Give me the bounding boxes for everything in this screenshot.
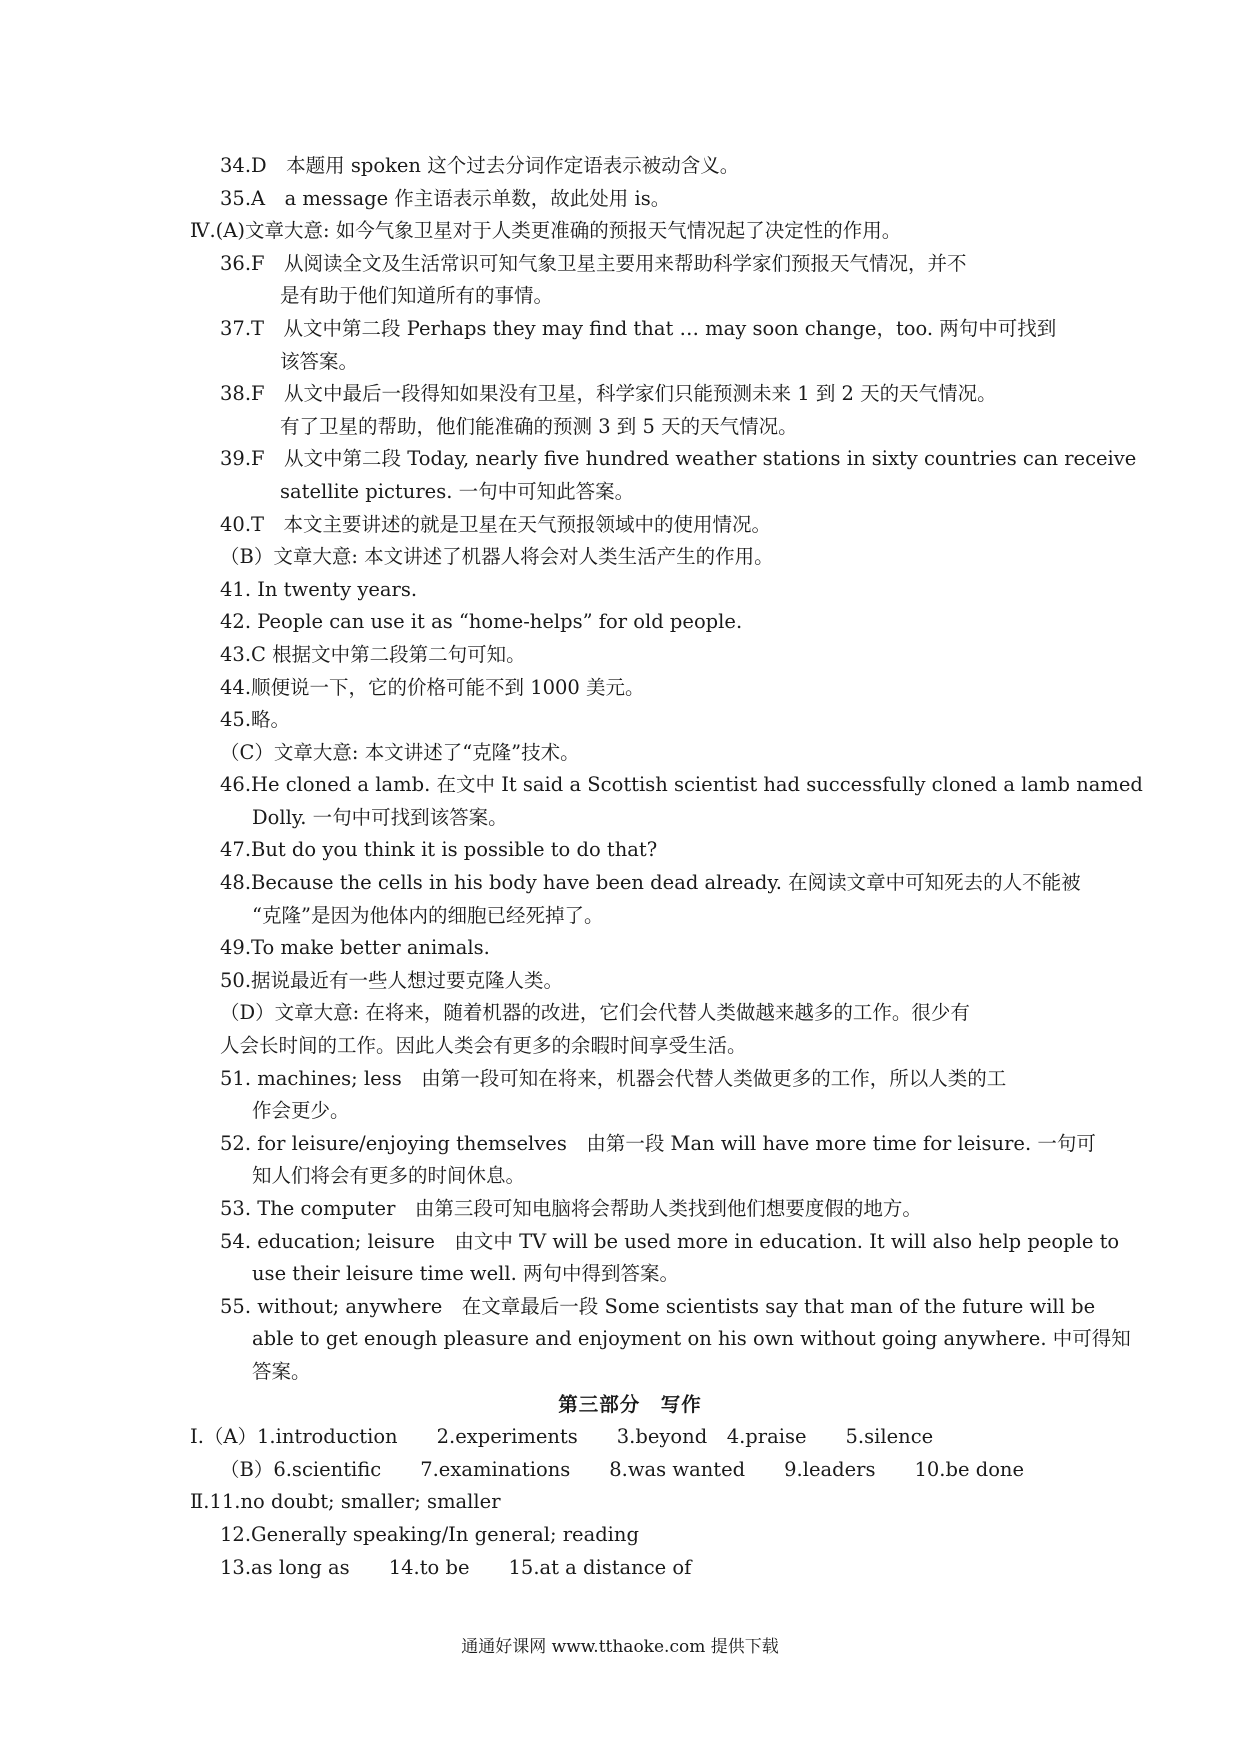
text-line: 42. People can use it as “home-helps” for old people.: [220, 610, 743, 634]
page-footer: 通通好课网 www.tthaoke.com 提供下载: [461, 1637, 779, 1657]
text-line: 40.T 本文主要讲述的就是卫星在天气预报领域中的使用情况。: [220, 512, 772, 536]
text-line: 43.C 根据文中第二段第二句可知。: [220, 642, 526, 666]
text-line: Ⅳ.(A)文章大意: 如今气象卫星对于人类更准确的预报天气情况起了决定性的作用。: [190, 219, 902, 243]
text-line: 知人们将会有更多的时间休息。: [252, 1164, 526, 1188]
text-line: 人会长时间的工作。因此人类会有更多的余暇时间享受生活。: [220, 1034, 747, 1058]
text-line: 44.顺便说一下，它的价格可能不到 1000 美元。: [220, 675, 645, 699]
text-line: （B）6.scientific 7.examinations 8.was wanted 9.leaders 10.be done: [220, 1457, 1025, 1481]
text-line: 35.A a message 作主语表示单数，故此处用 is。: [220, 186, 671, 210]
text-line: 55. without; anywhere 在文章最后一段 Some scientists say that man of the future will be: [220, 1294, 1096, 1318]
section-heading: 第三部分 写作: [558, 1392, 702, 1416]
text-line: 是有助于他们知道所有的事情。: [280, 284, 554, 308]
text-line: 有了卫星的帮助，他们能准确的预测 3 到 5 天的天气情况。: [280, 414, 798, 438]
text-line: （B）文章大意: 本文讲述了机器人将会对人类生活产生的作用。: [220, 545, 774, 569]
text-line: 36.F 从阅读全文及生活常识可知气象卫星主要用来帮助科学家们预报天气情况，并不: [220, 251, 967, 275]
text-line: 答案。: [252, 1359, 311, 1383]
text-line: 39.F 从文中第二段 Today, nearly five hundred weather stations in sixty countries can receive: [220, 447, 1137, 471]
answer-key-body: [190, 150, 1143, 1584]
text-line: 51. machines; less 由第一段可知在将来，机器会代替人类做更多的工作，所以人类的工: [220, 1066, 1007, 1090]
text-line: Ⅱ.11.no doubt; smaller; smaller: [190, 1490, 501, 1514]
text-line: 38.F 从文中最后一段得知如果没有卫星，科学家们只能预测未来 1 到 2 天的天气情况。: [220, 382, 997, 406]
text-line: 12.Generally speaking/In general; reading: [220, 1522, 639, 1546]
text-line: satellite pictures. 一句中可知此答案。: [280, 479, 635, 503]
text-line: 53. The computer 由第三段可知电脑将会帮助人类找到他们想要度假的地方。: [220, 1197, 922, 1220]
text-line: 50.据说最近有一些人想过要克隆人类。: [220, 968, 564, 992]
text-line: 37.T 从文中第二段 Perhaps they may find that … may soon change，too. 两句中可找到: [220, 316, 1057, 340]
text-line: 47.But do you think it is possible to do that?: [220, 838, 658, 862]
text-line: 48.Because the cells in his body have been dead already. 在阅读文章中可知死去的人不能被: [220, 871, 1081, 895]
text-line: 54. education; leisure 由文中 TV will be used more in education. It will also help people to: [220, 1229, 1120, 1253]
text-line: 52. for leisure/enjoying themselves 由第一段 Man will have more time for leisure. 一句可: [220, 1131, 1096, 1155]
text-line: 41. In twenty years.: [220, 577, 418, 601]
text-line: able to get enough pleasure and enjoyment on his own without going anywhere. 中可得知: [252, 1327, 1131, 1351]
text-line: 13.as long as 14.to be 15.at a distance of: [220, 1555, 692, 1579]
text-line: 作会更少。: [252, 1099, 350, 1123]
text-line: 34.D 本题用 spoken 这个过去分词作定语表示被动含义。: [220, 154, 740, 177]
text-line: Ⅰ.（A）1.introduction 2.experiments 3.beyond 4.praise 5.silence: [190, 1425, 934, 1449]
text-line: 46.He cloned a lamb. 在文中 It said a Scottish scientist had successfully cloned a lamb named: [220, 773, 1143, 797]
text-line: use their leisure time well. 两句中得到答案。: [252, 1262, 680, 1286]
text-line: 45.略。: [220, 708, 291, 732]
text-line: （C）文章大意: 本文讲述了“克隆”技术。: [220, 740, 580, 764]
text-line: “克隆”是因为他体内的细胞已经死掉了。: [252, 903, 604, 927]
text-line: 49.To make better animals.: [220, 936, 490, 960]
text-line: 该答案。: [280, 349, 359, 373]
text-line: Dolly. 一句中可找到该答案。: [252, 805, 508, 829]
text-line: （D）文章大意: 在将来，随着机器的改进，它们会代替人类做越来越多的工作。很少有: [220, 1001, 970, 1025]
